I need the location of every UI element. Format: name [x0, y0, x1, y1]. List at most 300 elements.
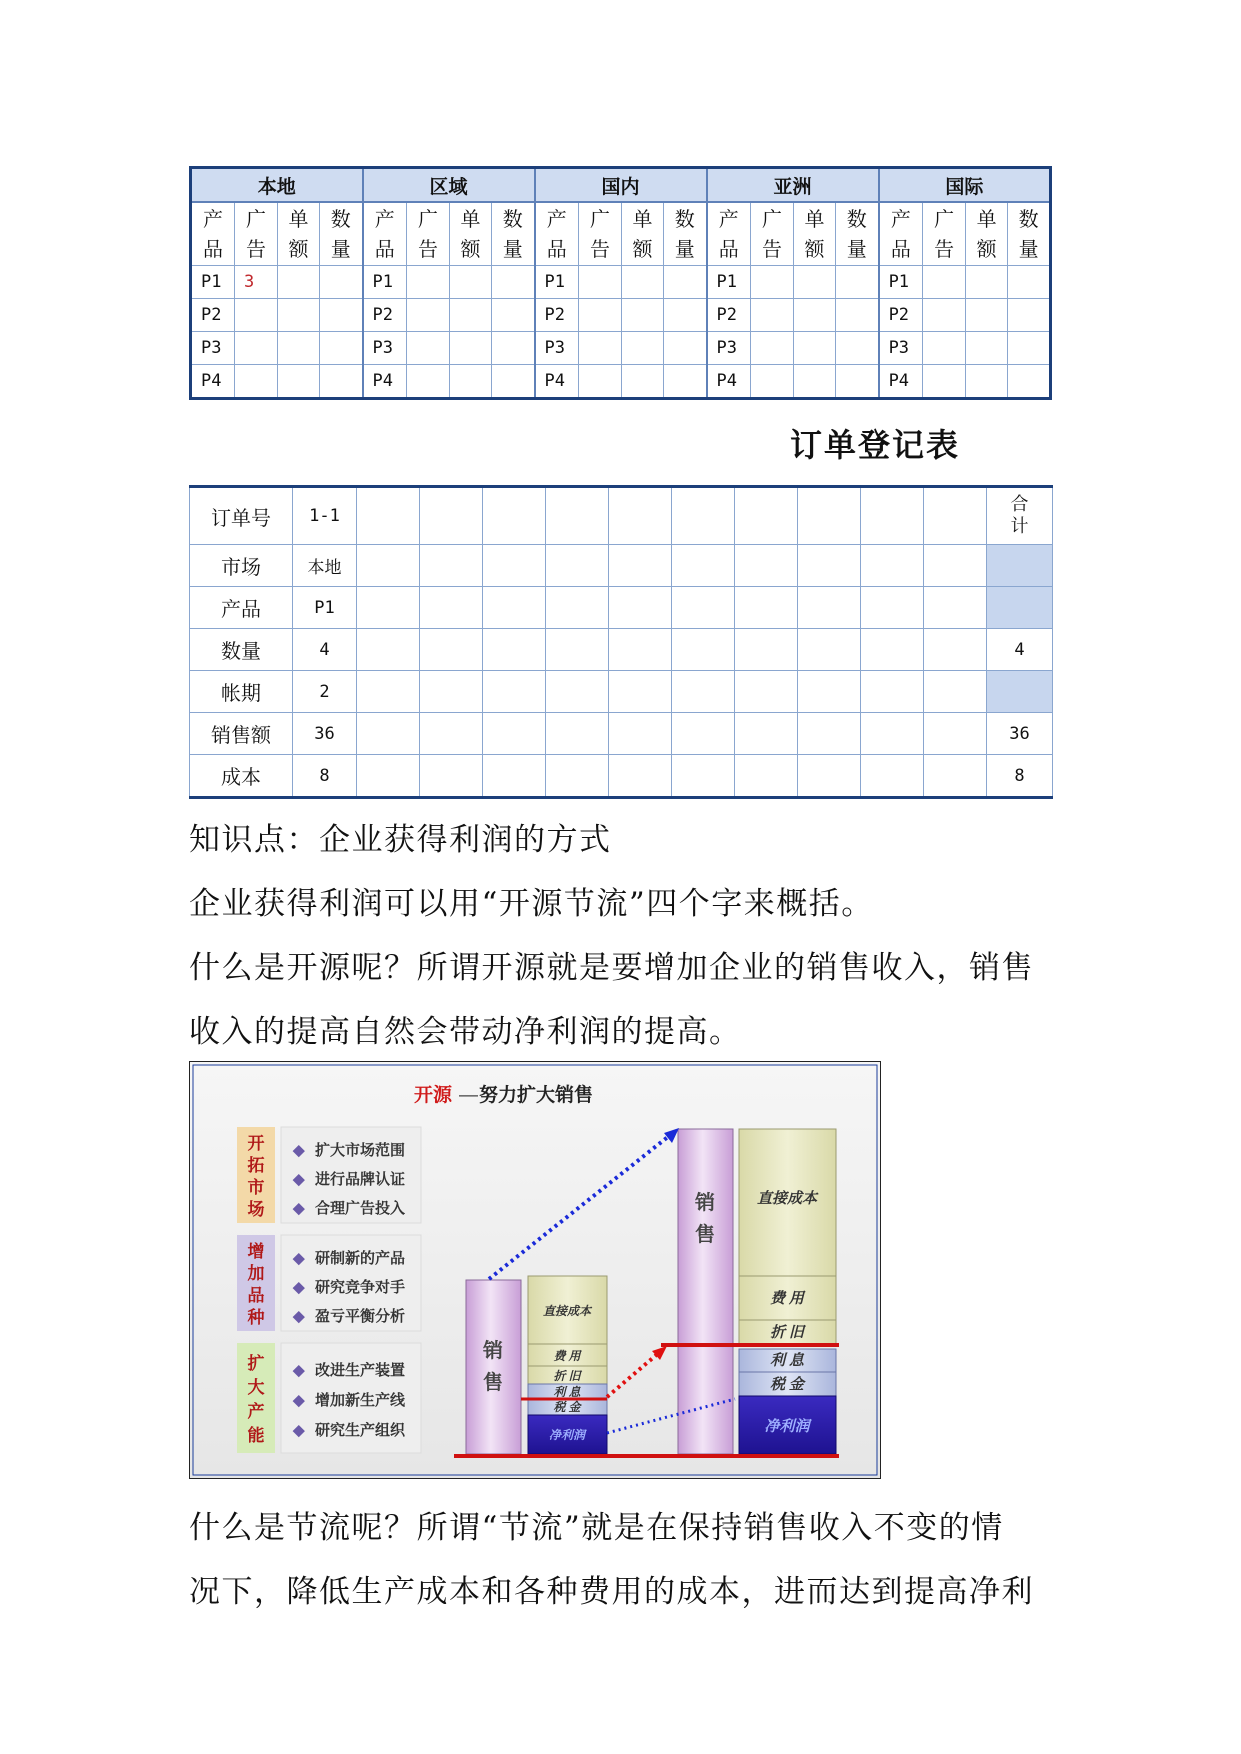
stack-label: 折 旧: [553, 1369, 581, 1383]
column-header-char: 数: [1018, 207, 1039, 231]
group-label-char: 加: [247, 1264, 265, 1283]
column-header: [751, 202, 794, 266]
table-cell: [609, 545, 672, 587]
column-header: [363, 202, 407, 266]
column-header-char: 广: [590, 207, 611, 231]
column-header-char: 单: [460, 207, 481, 231]
table-cell: [861, 629, 924, 671]
column-header-char: 告: [762, 237, 783, 261]
order-value-cell: 本地: [293, 545, 357, 587]
table-cell: [609, 587, 672, 629]
product-cell: P1: [191, 266, 235, 299]
order-value-cell: 36: [293, 713, 357, 755]
diagram-title: 努力扩大销售: [479, 1085, 594, 1106]
table-cell: [798, 487, 861, 545]
group-item: 增加新生产线: [315, 1392, 406, 1409]
table-cell: [579, 266, 622, 299]
group-label-char: 增: [247, 1242, 265, 1261]
table-row: [190, 713, 1053, 755]
column-header-char: 广: [762, 207, 783, 231]
sales-bar-large: [678, 1129, 733, 1454]
table-cell: [672, 713, 735, 755]
column-header: [836, 202, 879, 266]
column-header: [235, 202, 278, 266]
row-label: 销售额: [190, 713, 293, 755]
table-cell: [450, 266, 492, 299]
paragraph: 什么是节流呢？所谓“节流”就是在保持销售收入不变的情: [189, 1510, 1004, 1546]
table-cell: [672, 629, 735, 671]
table-cell: [492, 332, 535, 365]
column-header-char: 数: [846, 207, 867, 231]
column-header: [492, 202, 535, 266]
product-cell: P4: [707, 365, 751, 399]
column-header-char: 额: [976, 237, 997, 261]
table-cell: [420, 545, 483, 587]
ad-cell: [235, 332, 278, 365]
stack-label: 费 用: [553, 1349, 581, 1363]
product-cell: P1: [535, 266, 579, 299]
table-cell: [735, 755, 798, 798]
group-item: 改进生产装置: [315, 1362, 406, 1379]
table-cell: [836, 266, 879, 299]
table-cell: [735, 671, 798, 713]
table-cell: [751, 332, 794, 365]
table-cell: [622, 332, 664, 365]
product-cell: P2: [879, 299, 923, 332]
table-cell: [751, 266, 794, 299]
ad-cell: [235, 365, 278, 399]
total-header-char: 合: [1010, 494, 1029, 515]
table-cell: [420, 713, 483, 755]
diamond-bullet-icon: ◆: [293, 1392, 305, 1409]
column-header-char: 单: [976, 207, 997, 231]
group-item: 研制新的产品: [315, 1250, 406, 1267]
table-cell: [546, 671, 609, 713]
table-cell: [966, 332, 1008, 365]
table-cell: [735, 587, 798, 629]
product-cell: P2: [535, 299, 579, 332]
product-cell: P3: [535, 332, 579, 365]
table-cell: [751, 365, 794, 399]
product-cell: P2: [707, 299, 751, 332]
product-cell: P1: [707, 266, 751, 299]
table-row: [190, 629, 1053, 671]
column-header-char: 品: [718, 237, 739, 261]
sales-bar-label: 售: [695, 1224, 715, 1246]
diamond-bullet-icon: ◆: [293, 1250, 305, 1267]
table-cell: [924, 671, 987, 713]
table-cell: [579, 299, 622, 332]
diamond-bullet-icon: ◆: [293, 1279, 305, 1296]
table-cell: [483, 629, 546, 671]
table-cell: [407, 299, 450, 332]
table-cell: [1008, 365, 1051, 399]
column-header-char: 单: [632, 207, 653, 231]
table-cell: [579, 365, 622, 399]
table-cell: [357, 755, 420, 798]
table-row: [190, 587, 1053, 629]
column-header-char: 广: [934, 207, 955, 231]
group-item: 进行品牌认证: [315, 1171, 406, 1188]
table-cell: [622, 365, 664, 399]
row-label: 市场: [190, 545, 293, 587]
column-header-char: 产: [890, 207, 911, 231]
sales-bar-label: 销: [483, 1340, 503, 1362]
column-header: [278, 202, 320, 266]
order-value-cell: 8: [293, 755, 357, 798]
column-header-char: 告: [418, 237, 439, 261]
table-cell: [794, 266, 836, 299]
group-item: 盈亏平衡分析: [315, 1308, 406, 1325]
diamond-bullet-icon: ◆: [293, 1422, 305, 1439]
table-cell: [483, 545, 546, 587]
table-cell: [836, 332, 879, 365]
column-header: [664, 202, 707, 266]
table-cell: [483, 713, 546, 755]
table-cell: [794, 299, 836, 332]
table-cell: [924, 487, 987, 545]
table-row: [191, 365, 1051, 399]
table-cell: [672, 487, 735, 545]
column-header-char: 品: [374, 237, 395, 261]
stack-label: 利 息: [553, 1385, 581, 1399]
table-cell: [1008, 332, 1051, 365]
region-header: 国际: [879, 168, 1051, 203]
total-header: [987, 487, 1053, 545]
paragraph: 企业获得利润可以用“开源节流”四个字来概括。: [189, 886, 874, 922]
stack-label: 折 旧: [770, 1325, 804, 1341]
column-header: [407, 202, 450, 266]
table-cell: [735, 629, 798, 671]
group-item: 研究生产组织: [315, 1422, 406, 1439]
order-value-cell: 2: [293, 671, 357, 713]
total-cell: 8: [987, 755, 1053, 798]
table-cell: [450, 299, 492, 332]
total-header-char: 计: [1010, 516, 1029, 537]
diamond-bullet-icon: ◆: [293, 1171, 305, 1188]
column-header-char: 额: [632, 237, 653, 261]
column-header-char: 量: [1018, 237, 1039, 261]
group-label-char: 扩: [247, 1354, 265, 1373]
table-cell: [798, 545, 861, 587]
table-cell: [966, 266, 1008, 299]
column-header-char: 数: [674, 207, 695, 231]
table-row: [190, 671, 1053, 713]
table-row: [190, 487, 1053, 545]
table-cell: [861, 545, 924, 587]
diamond-bullet-icon: ◆: [293, 1362, 305, 1379]
table-cell: [420, 587, 483, 629]
sales-bar-small: [466, 1280, 521, 1454]
table-cell: [278, 299, 320, 332]
group-label-char: 市: [247, 1178, 265, 1197]
paragraph: 况下，降低生产成本和各种费用的成本，进而达到提高净利: [189, 1574, 1034, 1610]
table-cell: [320, 299, 363, 332]
column-header: [707, 202, 751, 266]
table-cell: [609, 487, 672, 545]
region-header: 亚洲: [707, 168, 879, 203]
product-cell: P4: [191, 365, 235, 399]
table-cell: [278, 266, 320, 299]
group-label-char: 拓: [247, 1156, 265, 1175]
column-header: [794, 202, 836, 266]
column-header-char: 告: [590, 237, 611, 261]
column-header-char: 量: [674, 237, 695, 261]
column-header: [923, 202, 966, 266]
table-cell: [798, 587, 861, 629]
table-cell: [420, 671, 483, 713]
table-cell: [483, 587, 546, 629]
table-cell: [407, 365, 450, 399]
row-label: 帐期: [190, 671, 293, 713]
product-cell: P2: [191, 299, 235, 332]
column-header: [450, 202, 492, 266]
table-cell: [492, 365, 535, 399]
table-cell: [735, 487, 798, 545]
region-header: 国内: [535, 168, 707, 203]
table-cell: [357, 713, 420, 755]
stack-label: 税 金: [770, 1377, 804, 1393]
table-cell: [357, 587, 420, 629]
product-cell: P3: [363, 332, 407, 365]
table-cell: [672, 545, 735, 587]
table-cell: [622, 299, 664, 332]
table-cell: [320, 266, 363, 299]
total-cell: [987, 671, 1053, 713]
column-header-char: 量: [330, 237, 351, 261]
row-label: 成本: [190, 755, 293, 798]
stack-label: 费 用: [770, 1291, 804, 1307]
paragraph: 收入的提高自然会带动净利润的提高。: [189, 1014, 742, 1050]
table-cell: [450, 332, 492, 365]
column-header-char: 产: [374, 207, 395, 231]
region-header-row: [191, 168, 1051, 203]
table-row: [190, 755, 1053, 798]
column-header-char: 品: [890, 237, 911, 261]
group-label-char: 能: [247, 1426, 265, 1445]
table-cell: [609, 629, 672, 671]
sales-bar-label: 售: [483, 1372, 503, 1394]
table-cell: [579, 332, 622, 365]
column-header-char: 品: [546, 237, 567, 261]
total-cell: 4: [987, 629, 1053, 671]
table-cell: [798, 629, 861, 671]
column-header-char: 额: [804, 237, 825, 261]
ad-cell: [235, 299, 278, 332]
group-item: 研究竞争对手: [315, 1279, 406, 1296]
group-label-char: 开: [247, 1134, 265, 1153]
column-header-char: 告: [246, 237, 266, 261]
column-header-char: 广: [246, 207, 266, 231]
product-cell: P3: [191, 332, 235, 365]
column-header-char: 单: [288, 207, 309, 231]
stack-label: 净利润: [548, 1428, 586, 1442]
table-cell: [861, 587, 924, 629]
table-cell: [278, 332, 320, 365]
row-label: 订单号: [190, 487, 293, 545]
total-cell: 36: [987, 713, 1053, 755]
region-header: 区域: [363, 168, 535, 203]
column-header-char: 产: [718, 207, 739, 231]
table-cell: [861, 487, 924, 545]
stack-label: 净利润: [764, 1419, 810, 1435]
total-cell: [987, 587, 1053, 629]
table-cell: [546, 629, 609, 671]
table-cell: [450, 365, 492, 399]
table-cell: [924, 545, 987, 587]
table-cell: [672, 587, 735, 629]
column-header: [320, 202, 363, 266]
diamond-bullet-icon: ◆: [293, 1308, 305, 1325]
table-cell: [794, 365, 836, 399]
table-cell: [357, 487, 420, 545]
column-header-char: 量: [502, 237, 523, 261]
table-cell: [664, 332, 707, 365]
table-cell: [407, 266, 450, 299]
table-cell: [492, 266, 535, 299]
ad-table-body: [191, 266, 1051, 399]
table-cell: [622, 266, 664, 299]
diagram-title-red: 开源: [414, 1085, 453, 1106]
table-cell: [836, 299, 879, 332]
table-cell: [924, 587, 987, 629]
table-cell: [861, 755, 924, 798]
column-header: [579, 202, 622, 266]
column-header: [966, 202, 1008, 266]
column-header-char: 告: [934, 237, 955, 261]
table-cell: [357, 671, 420, 713]
group-label-char: 品: [247, 1286, 265, 1305]
column-header: [622, 202, 664, 266]
order-register-table: [189, 485, 1053, 799]
group-label-char: 种: [247, 1308, 265, 1327]
order-value-cell: 4: [293, 629, 357, 671]
stack-label: 税 金: [553, 1400, 581, 1414]
table-cell: [483, 487, 546, 545]
product-cell: P2: [363, 299, 407, 332]
table-cell: [735, 545, 798, 587]
table-cell: [861, 671, 924, 713]
table-cell: [1008, 266, 1051, 299]
table-cell: [861, 713, 924, 755]
table-cell: [794, 332, 836, 365]
column-header: [879, 202, 923, 266]
table-cell: [923, 365, 966, 399]
diamond-bullet-icon: ◆: [293, 1200, 305, 1217]
product-cell: P4: [363, 365, 407, 399]
group-label-char: 场: [247, 1200, 265, 1219]
table-cell: [924, 755, 987, 798]
column-header-char: 额: [288, 237, 309, 261]
product-cell: P1: [879, 266, 923, 299]
table-cell: [357, 545, 420, 587]
product-cell: P1: [363, 266, 407, 299]
table-cell: [836, 365, 879, 399]
product-cell: P4: [879, 365, 923, 399]
row-label: 产品: [190, 587, 293, 629]
column-header-char: 广: [418, 207, 439, 231]
stack-label: 直接成本: [542, 1304, 592, 1318]
table-cell: [664, 365, 707, 399]
table-cell: [546, 713, 609, 755]
column-header-char: 数: [502, 207, 523, 231]
stack-label: 利 息: [770, 1353, 804, 1369]
table-cell: [923, 332, 966, 365]
table-cell: [546, 755, 609, 798]
table-cell: [966, 365, 1008, 399]
table-cell: [923, 266, 966, 299]
table-cell: [924, 713, 987, 755]
table-cell: [924, 629, 987, 671]
column-header: [535, 202, 579, 266]
table-cell: [492, 299, 535, 332]
total-cell: [987, 545, 1053, 587]
column-header-row: [191, 202, 1051, 266]
table-cell: [546, 487, 609, 545]
table-cell: [546, 545, 609, 587]
table-cell: [420, 755, 483, 798]
group-label-char: 产: [247, 1402, 265, 1421]
open-source-diagram: [189, 1061, 881, 1479]
column-header: [191, 202, 235, 266]
region-header: 本地: [191, 168, 363, 203]
table-cell: [420, 629, 483, 671]
table-cell: [483, 755, 546, 798]
table-cell: [672, 671, 735, 713]
table-cell: [923, 299, 966, 332]
table-cell: [798, 713, 861, 755]
order-register-body: [190, 487, 1053, 798]
column-header: [1008, 202, 1051, 266]
table-cell: [609, 671, 672, 713]
order-value-cell: 1-1: [293, 487, 357, 545]
table-cell: [320, 332, 363, 365]
table-cell: [609, 755, 672, 798]
column-header-char: 量: [846, 237, 867, 261]
column-header-char: 产: [203, 207, 223, 231]
group-label-char: 大: [247, 1378, 265, 1397]
table-row: [191, 299, 1051, 332]
group-item: 合理广告投入: [315, 1200, 406, 1217]
diamond-bullet-icon: ◆: [293, 1142, 305, 1159]
table-cell: [420, 487, 483, 545]
table-cell: [546, 587, 609, 629]
column-header-char: 数: [330, 207, 351, 231]
column-header-char: 品: [203, 237, 223, 261]
table-cell: [320, 365, 363, 399]
table-cell: [735, 713, 798, 755]
diagram-title-dash: —: [459, 1085, 478, 1106]
stack-label: 直接成本: [756, 1191, 818, 1207]
table-cell: [966, 299, 1008, 332]
table-cell: [278, 365, 320, 399]
order-value-cell: P1: [293, 587, 357, 629]
knowledge-point-heading: 知识点：企业获得利润的方式: [189, 822, 612, 858]
table-cell: [483, 671, 546, 713]
ad-cell: 3: [235, 266, 278, 299]
table-cell: [664, 299, 707, 332]
table-cell: [407, 332, 450, 365]
table-cell: [798, 671, 861, 713]
table-cell: [1008, 299, 1051, 332]
product-cell: P3: [879, 332, 923, 365]
order-register-title: 订单登记表: [790, 426, 961, 464]
row-label: 数量: [190, 629, 293, 671]
table-row: [191, 332, 1051, 365]
paragraph: 什么是开源呢？所谓开源就是要增加企业的销售收入，销售: [189, 950, 1034, 986]
table-cell: [672, 755, 735, 798]
table-cell: [609, 713, 672, 755]
